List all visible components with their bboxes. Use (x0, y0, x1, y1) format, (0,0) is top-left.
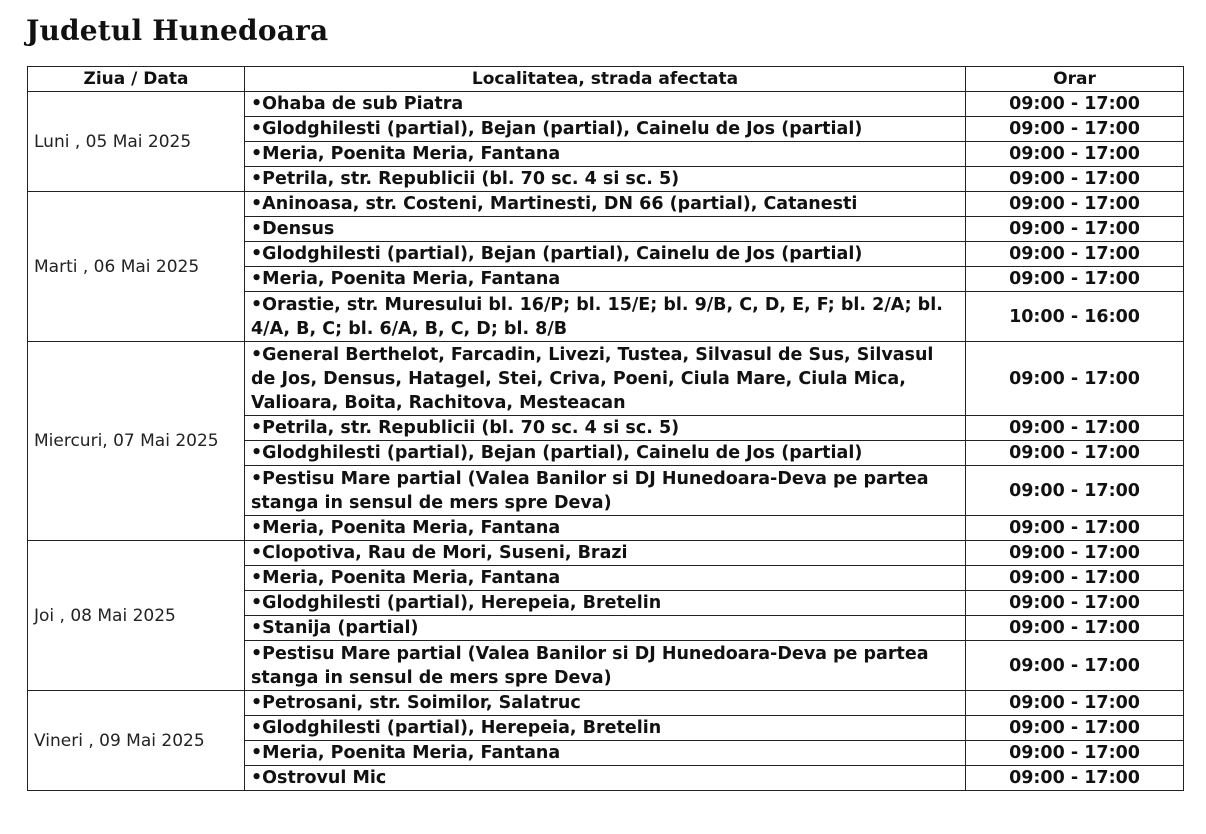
day-cell: Vineri , 09 Mai 2025 (28, 691, 245, 791)
day-cell: Luni , 05 Mai 2025 (28, 92, 245, 192)
time-cell: 09:00 - 17:00 (966, 167, 1184, 192)
location-cell: •General Berthelot, Farcadin, Livezi, Tustea, Silvasul de Sus, Silvasul de Jos, Densus, Hatagel, Stei, Criva, Poeni, Ciula Mare, Ciula Mica, Valioara, Boita, Rachitova, Mesteacan (245, 342, 966, 416)
location-cell: •Ostrovul Mic (245, 766, 966, 791)
location-cell: •Glodghilesti (partial), Bejan (partial), Cainelu de Jos (partial) (245, 242, 966, 267)
time-cell: 09:00 - 17:00 (966, 516, 1184, 541)
location-cell: •Meria, Poenita Meria, Fantana (245, 142, 966, 167)
location-cell: •Glodghilesti (partial), Bejan (partial), Cainelu de Jos (partial) (245, 441, 966, 466)
location-cell: •Meria, Poenita Meria, Fantana (245, 741, 966, 766)
time-cell: 09:00 - 17:00 (966, 741, 1184, 766)
location-cell: •Stanija (partial) (245, 616, 966, 641)
time-cell: 09:00 - 17:00 (966, 766, 1184, 791)
location-cell: •Petrila, str. Republicii (bl. 70 sc. 4 si sc. 5) (245, 416, 966, 441)
time-cell: 09:00 - 17:00 (966, 117, 1184, 142)
location-cell: •Densus (245, 217, 966, 242)
header-row (28, 67, 1184, 92)
time-cell: 09:00 - 17:00 (966, 716, 1184, 741)
time-cell: 09:00 - 17:00 (966, 566, 1184, 591)
day-cell: Marti , 06 Mai 2025 (28, 192, 245, 342)
location-cell: •Petrila, str. Republicii (bl. 70 sc. 4 si sc. 5) (245, 167, 966, 192)
table-row (28, 192, 1184, 217)
time-cell: 09:00 - 17:00 (966, 441, 1184, 466)
header-time: Orar (966, 67, 1184, 92)
location-cell: •Pestisu Mare partial (Valea Banilor si DJ Hunedoara-Deva pe partea stanga in sensul de mers spre Deva) (245, 466, 966, 516)
time-cell: 09:00 - 17:00 (966, 466, 1184, 516)
location-cell: •Glodghilesti (partial), Herepeia, Bretelin (245, 591, 966, 616)
time-cell: 09:00 - 17:00 (966, 142, 1184, 167)
table-row (28, 342, 1184, 416)
outage-schedule-table (27, 66, 1184, 791)
time-cell: 09:00 - 17:00 (966, 242, 1184, 267)
time-cell: 09:00 - 17:00 (966, 541, 1184, 566)
time-cell: 09:00 - 17:00 (966, 92, 1184, 117)
page-title: Judetul Hunedoara (26, 14, 329, 47)
header-location: Localitatea, strada afectata (245, 67, 966, 92)
time-cell: 09:00 - 17:00 (966, 192, 1184, 217)
table-row (28, 92, 1184, 117)
time-cell: 09:00 - 17:00 (966, 591, 1184, 616)
location-cell: •Meria, Poenita Meria, Fantana (245, 267, 966, 292)
day-cell: Joi , 08 Mai 2025 (28, 541, 245, 691)
time-cell: 09:00 - 17:00 (966, 616, 1184, 641)
time-cell: 09:00 - 17:00 (966, 641, 1184, 691)
location-cell: •Glodghilesti (partial), Herepeia, Bretelin (245, 716, 966, 741)
location-cell: •Ohaba de sub Piatra (245, 92, 966, 117)
location-cell: •Meria, Poenita Meria, Fantana (245, 566, 966, 591)
location-cell: •Glodghilesti (partial), Bejan (partial), Cainelu de Jos (partial) (245, 117, 966, 142)
time-cell: 09:00 - 17:00 (966, 267, 1184, 292)
location-cell: •Pestisu Mare partial (Valea Banilor si DJ Hunedoara-Deva pe partea stanga in sensul de mers spre Deva) (245, 641, 966, 691)
location-cell: •Aninoasa, str. Costeni, Martinesti, DN 66 (partial), Catanesti (245, 192, 966, 217)
location-cell: •Orastie, str. Muresului bl. 16/P; bl. 15/E; bl. 9/B, C, D, E, F; bl. 2/A; bl. 4/A, B, C; bl. 6/A, B, C, D; bl. 8/B (245, 292, 966, 342)
location-cell: •Clopotiva, Rau de Mori, Suseni, Brazi (245, 541, 966, 566)
day-cell: Miercuri, 07 Mai 2025 (28, 342, 245, 541)
table-row (28, 541, 1184, 566)
schedule-body (28, 92, 1184, 791)
table-row (28, 691, 1184, 716)
time-cell: 09:00 - 17:00 (966, 416, 1184, 441)
time-cell: 09:00 - 17:00 (966, 217, 1184, 242)
header-day: Ziua / Data (28, 67, 245, 92)
location-cell: •Meria, Poenita Meria, Fantana (245, 516, 966, 541)
location-cell: •Petrosani, str. Soimilor, Salatruc (245, 691, 966, 716)
time-cell: 10:00 - 16:00 (966, 292, 1184, 342)
time-cell: 09:00 - 17:00 (966, 342, 1184, 416)
time-cell: 09:00 - 17:00 (966, 691, 1184, 716)
